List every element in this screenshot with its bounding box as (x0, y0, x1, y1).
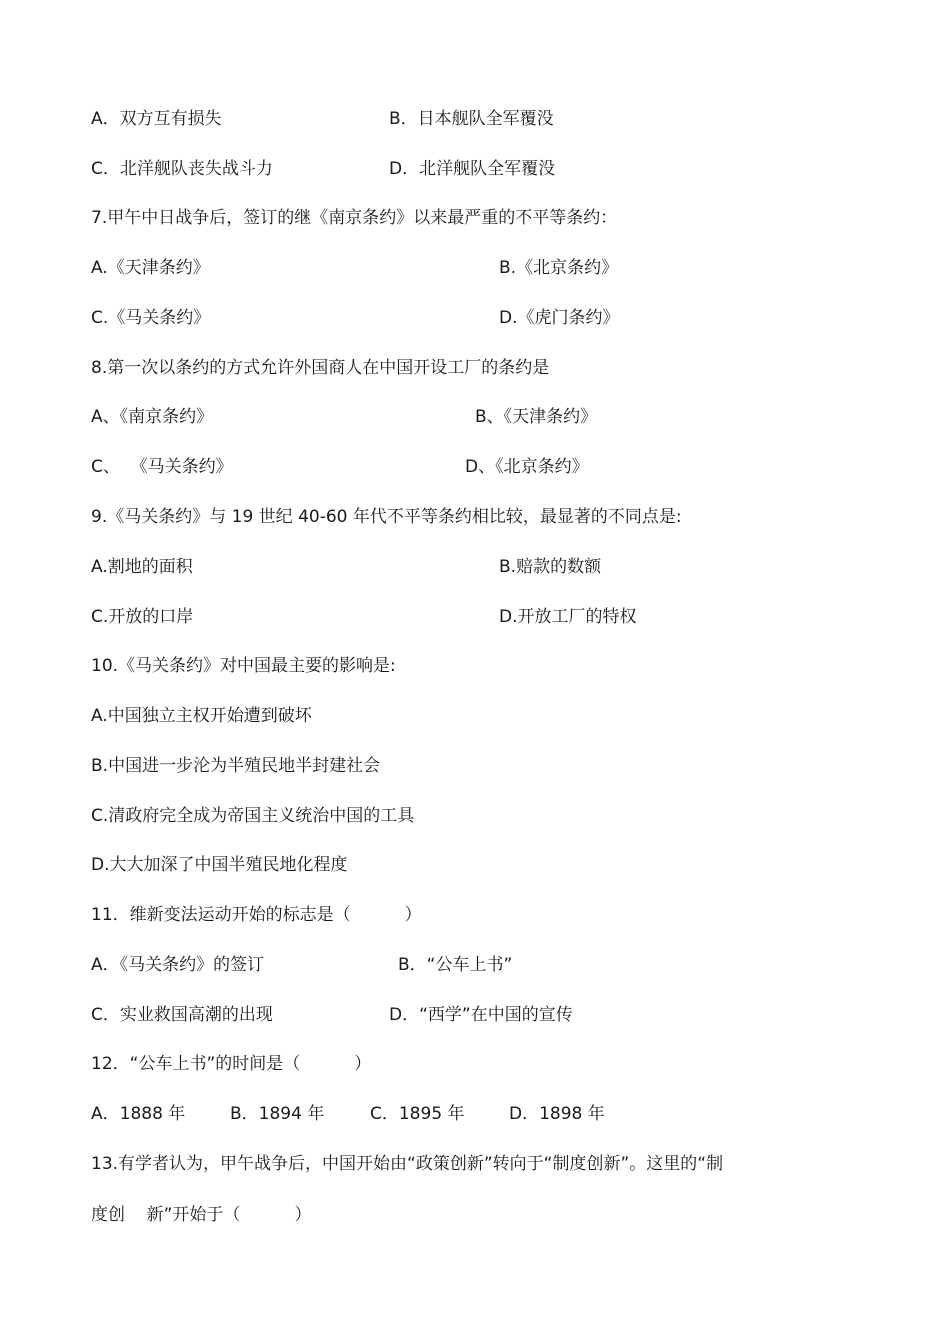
q13-stem-line2: 度创 新”开始于（ ） (91, 1205, 312, 1225)
q8-stem: 8.第一次以条约的方式允许外国商人在中国开设工厂的条约是 (91, 358, 550, 378)
q12-option-c: C．1895 年 (370, 1104, 465, 1124)
q13-stem-line1: 13.有学者认为，甲午战争后，中国开始由“政策创新”转向于“制度创新”。这里的“制 (91, 1154, 724, 1174)
q11-stem: 11．维新变法运动开始的标志是（ ） (91, 905, 422, 925)
q7-stem: 7.甲午中日战争后，签订的继《南京条约》以来最严重的不平等条约： (91, 208, 618, 228)
q11-option-a: A．《马关条约》的签订 (91, 955, 265, 975)
q6-option-d: D．北洋舰队全军覆没 (389, 159, 556, 179)
q12-option-a: A．1888 年 (91, 1104, 186, 1124)
q11-option-d: D．“西学”在中国的宣传 (389, 1005, 573, 1025)
q9-option-c: C.开放的口岸 (91, 607, 194, 627)
q9-option-d: D.开放工厂的特权 (499, 607, 637, 627)
q11-option-b: B．“公车上书” (398, 955, 513, 975)
q9-option-a: A.割地的面积 (91, 557, 193, 577)
q10-stem: 10.《马关条约》对中国最主要的影响是: (91, 656, 396, 676)
q8-option-a: A、《南京条约》 (91, 407, 214, 427)
q12-option-d: D．1898 年 (509, 1104, 605, 1124)
q8-option-c: C、 《马关条约》 (91, 457, 233, 477)
q7-option-c: C.《马关条约》 (91, 308, 211, 328)
q10-option-c: C.清政府完全成为帝国主义统治中国的工具 (91, 806, 415, 826)
q10-option-d: D.大大加深了中国半殖民地化程度 (91, 855, 348, 875)
q12-option-b: B．1894 年 (230, 1104, 325, 1124)
q9-option-b: B.赔款的数额 (499, 557, 602, 577)
q10-option-b: B.中国进一步沦为半殖民地半封建社会 (91, 756, 381, 776)
q8-option-b: B、《天津条约》 (475, 407, 598, 427)
q6-option-c: C．北洋舰队丧失战斗力 (91, 159, 273, 179)
q9-stem: 9.《马关条约》与 19 世纪 40-60 年代不平等条约相比较，最显著的不同点是: (91, 507, 682, 527)
q7-option-d: D.《虎门条约》 (499, 308, 620, 328)
q6-option-a: A．双方互有损失 (91, 109, 222, 129)
q6-option-b: B．日本舰队全军覆没 (389, 109, 554, 129)
q7-option-b: B.《北京条约》 (499, 258, 619, 278)
q8-option-d: D、《北京条约》 (465, 457, 589, 477)
q7-option-a: A.《天津条约》 (91, 258, 210, 278)
q10-option-a: A.中国独立主权开始遭到破坏 (91, 706, 312, 726)
q11-option-c: C．实业救国高潮的出现 (91, 1005, 273, 1025)
q12-stem: 12．“公车上书”的时间是（ ） (91, 1054, 372, 1074)
